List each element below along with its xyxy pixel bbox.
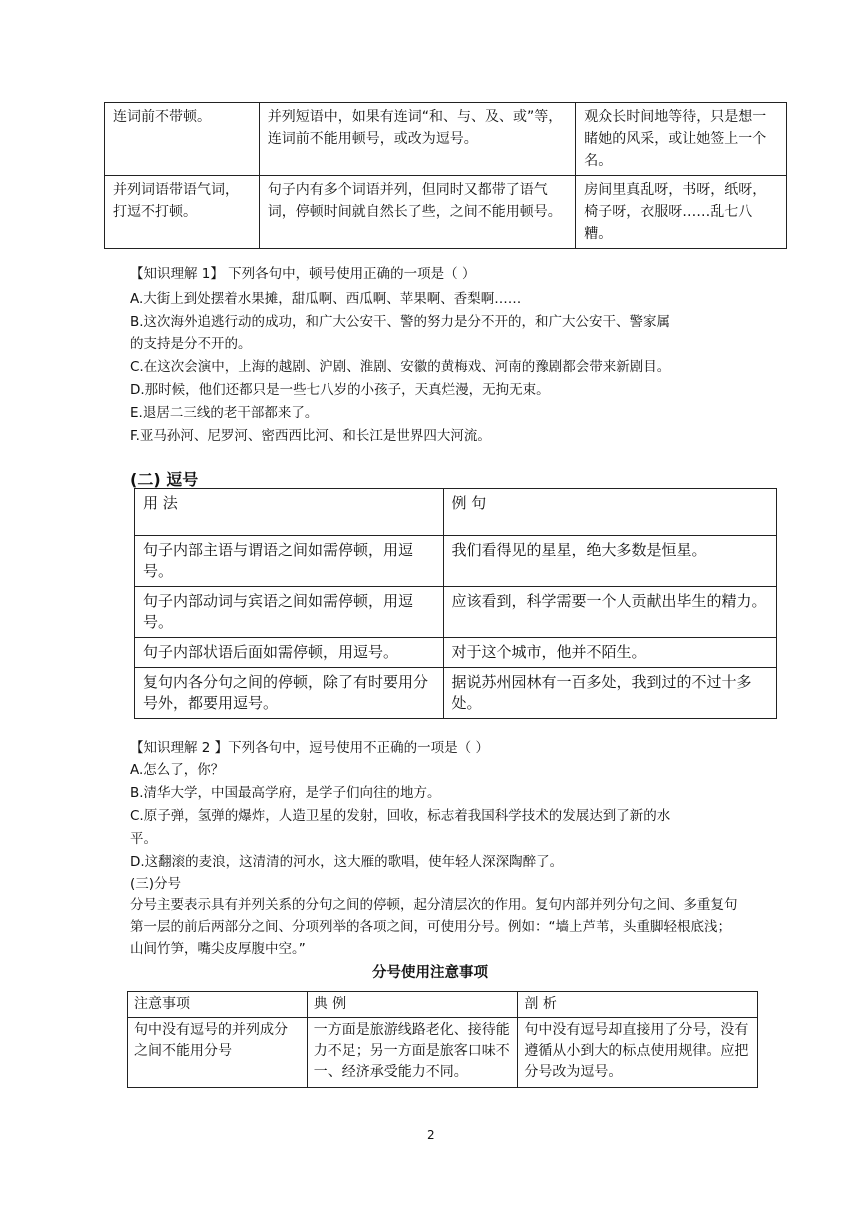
comma-table bbox=[134, 488, 777, 719]
table-title: 分号使用注意事项 bbox=[372, 965, 488, 981]
table-cell: 应该看到，科学需要一个人贡献出毕生的精力。 bbox=[443, 587, 776, 638]
table-cell: 句子内部状语后面如需停顿，用逗号。 bbox=[135, 638, 444, 668]
column-header: 剖 析 bbox=[518, 992, 758, 1018]
quiz1-option: 的支持是分不开的。 bbox=[130, 336, 252, 352]
table-cell: 句子内有多个词语并列，但同时又都带了语气词，停顿时间就自然长了些，之间不能用顿号。 bbox=[259, 176, 576, 249]
semicolon-table bbox=[127, 991, 758, 1088]
table-row bbox=[128, 1018, 758, 1088]
quiz2-option: B.清华大学，中国最高学府，是学子们向往的地方。 bbox=[130, 785, 441, 801]
table-row bbox=[135, 668, 777, 719]
quiz1-option: F.亚马孙河、尼罗河、密西西比河、和长江是世界四大河流。 bbox=[130, 428, 491, 444]
table-cell: 房间里真乱呀，书呀，纸呀，椅子呀，衣服呀……乱七八糟。 bbox=[576, 176, 787, 249]
table-cell: 句子内部动词与宾语之间如需停顿，用逗号。 bbox=[135, 587, 444, 638]
quiz1-option: B.这次海外追逃行动的成功，和广大公安干、警的努力是分不开的，和广大公安干、警家属 bbox=[130, 314, 671, 330]
column-header: 用 法 bbox=[135, 489, 444, 536]
table-cell: 复句内各分句之间的停顿，除了有时要用分号外，都要用逗号。 bbox=[135, 668, 444, 719]
quiz1-option: C.在这次会演中，上海的越剧、沪剧、淮剧、安徽的黄梅戏、河南的豫剧都会带来新剧目。 bbox=[130, 359, 671, 375]
table-row bbox=[135, 536, 777, 587]
table-row bbox=[105, 176, 787, 249]
quiz1-option: A.大街上到处摆着水果摊，甜瓜啊、西瓜啊、苹果啊、香梨啊…… bbox=[130, 291, 522, 307]
quiz1-option: D.那时候，他们还都只是一些七八岁的小孩子，天真烂漫，无拘无束。 bbox=[130, 382, 550, 398]
table-row bbox=[105, 103, 787, 176]
table-cell: 观众长时间地等待，只是想一睹她的风采，或让她签上一个名。 bbox=[576, 103, 787, 176]
table-row bbox=[135, 638, 777, 668]
section-paragraph: 分号主要表示具有并列关系的分句之间的停顿，起分清层次的作用。复句内部并列分句之间、多重复句第一层的前后两部分之间、分项列举的各项之间，可使用分号。例如：“墙上芦苇，头重脚轻根底浅；山间竹笋，嘴尖皮厚腹中空。” bbox=[130, 897, 738, 957]
page-number: 2 bbox=[427, 1128, 435, 1142]
table-header-row bbox=[135, 489, 777, 536]
table-cell: 对于这个城市，他并不陌生。 bbox=[443, 638, 776, 668]
quiz1-title: 【知识理解 1】 下列各句中，顿号使用正确的一项是（ ） bbox=[130, 266, 476, 282]
section-heading: (二) 逗号 bbox=[130, 470, 199, 489]
pause-mark-table bbox=[104, 102, 787, 249]
quiz2-option: A.怎么了，你？ bbox=[130, 762, 225, 778]
table-cell: 我们看得见的星星，绝大多数是恒星。 bbox=[443, 536, 776, 587]
quiz2-option: 平。 bbox=[130, 831, 157, 847]
quiz1-option: E.退居二三线的老干部都来了。 bbox=[130, 405, 319, 421]
table-cell: 据说苏州园林有一百多处，我到过的不过十多处。 bbox=[443, 668, 776, 719]
column-header: 注意事项 bbox=[128, 992, 308, 1018]
table-cell: 句子内部主语与谓语之间如需停顿，用逗号。 bbox=[135, 536, 444, 587]
quiz2-option: C.原子弹，氢弹的爆炸，人造卫星的发射，回收，标志着我国科学技术的发展达到了新的水 bbox=[130, 808, 671, 824]
quiz2-title: 【知识理解 2 】下列各句中，逗号使用不正确的一项是（ ） bbox=[130, 740, 489, 756]
table-row bbox=[135, 587, 777, 638]
column-header: 例 句 bbox=[443, 489, 776, 536]
table-header-row bbox=[128, 992, 758, 1018]
table-cell: 并列短语中，如果有连词“和、与、及、或”等，连词前不能用顿号，或改为逗号。 bbox=[259, 103, 576, 176]
column-header: 典 例 bbox=[307, 992, 518, 1018]
table-cell: 连词前不带顿。 bbox=[105, 103, 260, 176]
table-cell: 句中没有逗号的并列成分之间不能用分号 bbox=[128, 1018, 308, 1088]
table-cell: 一方面是旅游线路老化、接待能力不足；另一方面是旅客口味不一、经济承受能力不同。 bbox=[307, 1018, 518, 1088]
table-cell: 并列词语带语气词，打逗不打顿。 bbox=[105, 176, 260, 249]
quiz2-option: D.这翻滚的麦浪，这清清的河水，这大雁的歌唱，使年轻人深深陶醉了。 bbox=[130, 854, 564, 870]
table-cell: 句中没有逗号却直接用了分号，没有遵循从小到大的标点使用规律。应把分号改为逗号。 bbox=[518, 1018, 758, 1088]
section-heading: (三)分号 bbox=[130, 876, 182, 892]
